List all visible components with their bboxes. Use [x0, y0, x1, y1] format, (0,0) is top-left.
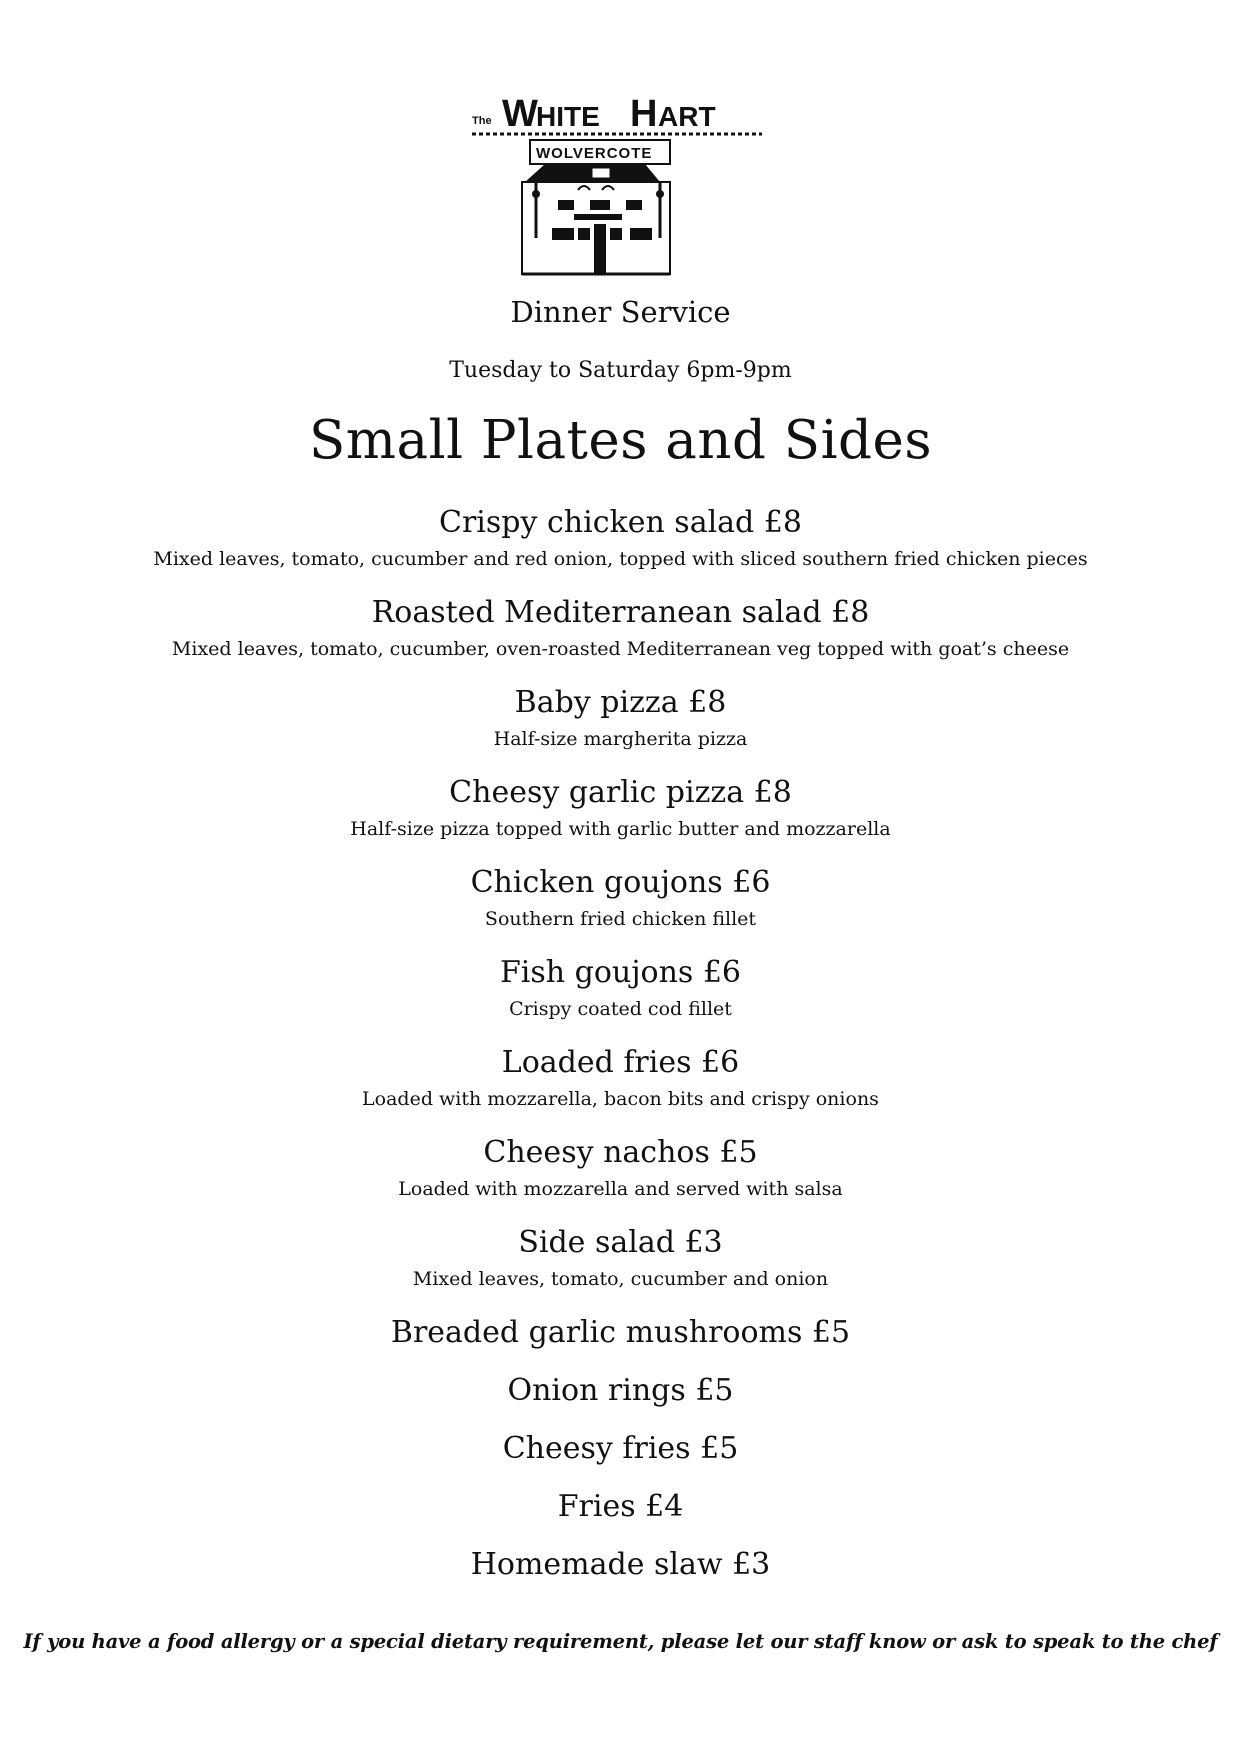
- menu-item-name: Breaded garlic mushrooms £5: [390, 1315, 851, 1350]
- menu-item-description: Crispy coated cod fillet: [509, 998, 732, 1020]
- menu-item-description: Mixed leaves, tomato, cucumber, oven-roasted Mediterranean veg topped with goat’s cheese: [171, 638, 1070, 660]
- svg-text:H: H: [630, 93, 658, 135]
- service-hours: Tuesday to Saturday 6pm-9pm: [449, 358, 792, 383]
- menu-item-name: Chicken goujons £6: [470, 865, 771, 900]
- service-title: Dinner Service: [510, 295, 731, 329]
- menu-item-name: Homemade slaw £3: [470, 1547, 771, 1582]
- menu-item-name: Crispy chicken salad £8: [439, 505, 802, 540]
- menu-item-name: Side salad £3: [518, 1225, 723, 1260]
- menu-item-description: Southern fried chicken fillet: [484, 908, 757, 930]
- menu-item-name: Cheesy fries £5: [502, 1431, 739, 1466]
- allergy-notice: If you have a food allergy or a special dietary requirement, please let our staff know or ask to speak to the chef: [23, 1630, 1218, 1653]
- menu-item-description: Half-size margherita pizza: [493, 728, 748, 750]
- menu-item-name: Cheesy nachos £5: [483, 1135, 758, 1170]
- menu-item-description: Mixed leaves, tomato, cucumber and red onion, topped with sliced southern fried chicken pieces: [153, 548, 1088, 570]
- menu-item-name: Onion rings £5: [507, 1373, 734, 1408]
- menu-item-name: Cheesy garlic pizza £8: [449, 775, 792, 810]
- menu-item-name: Fish goujons £6: [499, 955, 742, 990]
- menu-item-name: Loaded fries £6: [501, 1045, 740, 1080]
- menu-item-description: Loaded with mozzarella, bacon bits and crispy onions: [362, 1088, 879, 1110]
- svg-text:W: W: [502, 93, 539, 135]
- menu-item-name: Fries £4: [557, 1489, 684, 1524]
- svg-text:ART: ART: [658, 101, 716, 132]
- menu-item-name: Roasted Mediterranean salad £8: [371, 595, 870, 630]
- svg-text:The: The: [472, 115, 492, 127]
- menu-item-name: Baby pizza £8: [514, 685, 727, 720]
- section-heading: Small Plates and Sides: [308, 410, 933, 471]
- svg-text:WOLVERCOTE: WOLVERCOTE: [536, 145, 653, 162]
- menu-item-description: Mixed leaves, tomato, cucumber and onion: [412, 1268, 829, 1290]
- menu-item-description: Half-size pizza topped with garlic butter and mozzarella: [350, 818, 891, 840]
- svg-text:HITE: HITE: [536, 101, 600, 132]
- menu-item-description: Loaded with mozzarella and served with salsa: [398, 1178, 843, 1200]
